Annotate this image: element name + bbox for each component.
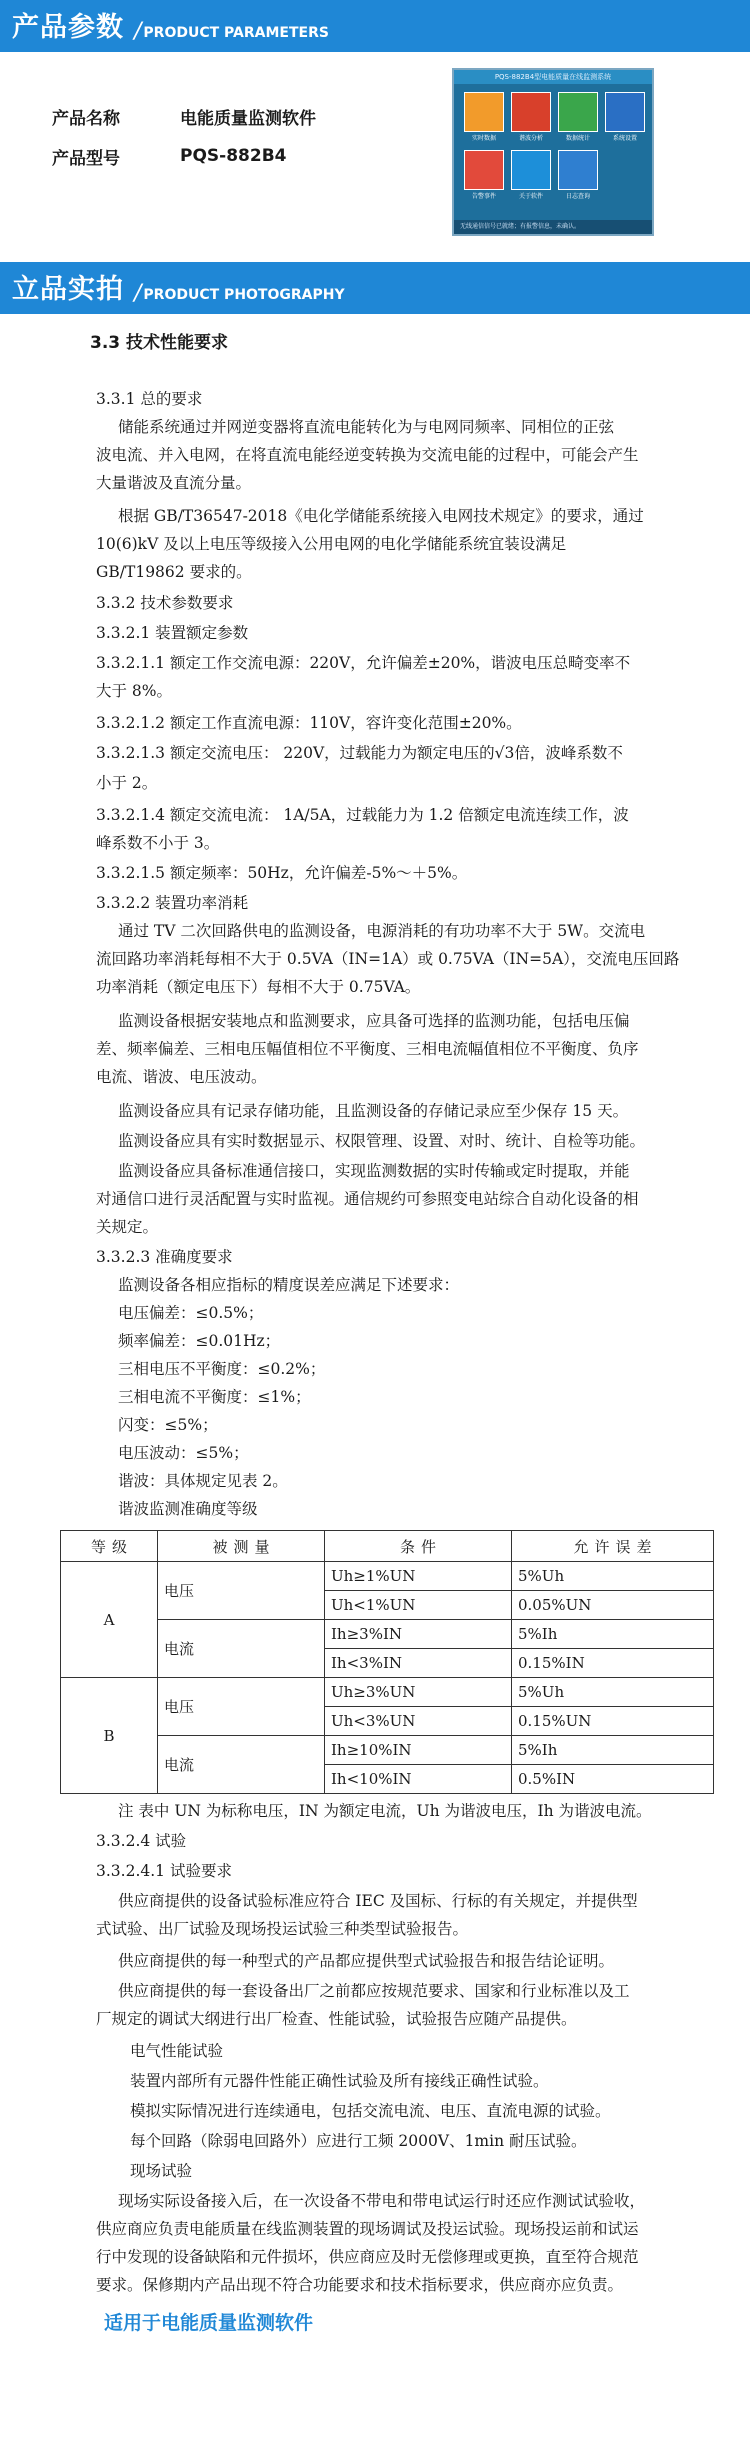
paragraph-line: 式试验、出厂试验及现场投运试验三种类型试验报告。 (96, 1920, 469, 1938)
paragraph-line: 波电流、并入电网，在将直流电能经逆变转换为交流电能的过程中，可能会产生 (96, 446, 639, 464)
subsection-heading: 3.3.2.3 准确度要求 (96, 1248, 233, 1266)
paragraph-line: 差、频率偏差、三相电压幅值相位不平衡度、三相电流幅值相位不平衡度、负序 (96, 1040, 639, 1058)
footer-title: 适用于电能质量监测软件 (104, 2312, 314, 2334)
measured-voltage: 电压 (158, 1678, 325, 1736)
grade-b: B (61, 1678, 158, 1794)
accuracy-item: 电压偏差：≤0.5%； (118, 1304, 264, 1322)
table-header-row (61, 1531, 714, 1562)
paragraph-line: 关规定。 (96, 1218, 159, 1236)
accuracy-item: 三相电压不平衡度：≤0.2%； (118, 1360, 326, 1378)
header-measured: 被测量 (158, 1531, 325, 1562)
header-tolerance: 允许误差 (512, 1531, 714, 1562)
accuracy-item: 电压波动：≤5%； (118, 1444, 249, 1462)
paragraph-line: 流回路功率消耗每相不大于 0.5VA（IN=1A）或 0.75VA（IN=5A），交流电压回路 (96, 950, 680, 968)
tile-statistics (558, 92, 598, 132)
paragraph-line: 供应商应负责电能质量在线监测装置的现场调试及投运试验。现场投运前和试运 (96, 2220, 639, 2238)
params-banner (0, 0, 750, 52)
photo-banner-title: 立品实拍 (12, 274, 124, 305)
condition-cell: Ih<10%IN (325, 1765, 512, 1794)
section-heading: 3.3 技术性能要求 (90, 333, 229, 353)
subsection-heading: 现场试验 (130, 2162, 193, 2180)
tolerance-cell: 0.05%UN (512, 1591, 714, 1620)
tile-about (511, 150, 551, 190)
tile-settings (605, 92, 645, 132)
paragraph-line: 大于 8%。 (96, 682, 173, 700)
header-grade: 等级 (61, 1531, 158, 1562)
harmonic-accuracy-table (60, 1530, 714, 1794)
paragraph-line: 3.3.2.1.5 额定频率：50Hz，允许偏差-5%～＋5%。 (96, 864, 468, 882)
tolerance-cell: 5%Uh (512, 1562, 714, 1591)
photo-banner-subtitle: PRODUCT PHOTOGRAPHY (143, 287, 345, 303)
accuracy-item: 三相电流不平衡度：≤1%； (118, 1388, 311, 1406)
screenshot-status: 无线通信信号已就绪；有报警信息，未确认。 (454, 220, 652, 234)
photo-banner (0, 262, 750, 314)
tile-alarm (464, 150, 504, 190)
table-row (61, 1736, 714, 1765)
paragraph-line: 现场实际设备接入后，在一次设备不带电和带电试运行时还应作测试试验收， (118, 2192, 646, 2210)
name-value: 电能质量监测软件 (180, 108, 316, 129)
params-banner-title: 产品参数 (12, 12, 124, 43)
condition-cell: Uh<3%UN (325, 1707, 512, 1736)
condition-cell: Uh≥1%UN (325, 1562, 512, 1591)
table-row (61, 1562, 714, 1591)
tolerance-cell: 5%Ih (512, 1736, 714, 1765)
table-caption: 谐波监测准确度等级 (118, 1500, 258, 1518)
paragraph-line: 装置内部所有元器件性能正确性试验及所有接线正确性试验。 (130, 2072, 549, 2090)
header-condition: 条件 (325, 1531, 512, 1562)
paragraph-line: 峰系数不小于 3。 (96, 834, 220, 852)
paragraph-line: 10(6)kV 及以上电压等级接入公用电网的电化学储能系统宜装设满足 (96, 535, 567, 553)
paragraph-line: 监测设备根据安装地点和监测要求，应具备可选择的监测功能，包括电压偏 (118, 1012, 630, 1030)
paragraph-line: 通过 TV 二次回路供电的监测设备，电源消耗的有功功率不大于 5W。交流电 (118, 922, 646, 940)
paragraph-line: 大量谐波及直流分量。 (96, 474, 252, 492)
condition-cell: Uh<1%UN (325, 1591, 512, 1620)
subsection-heading: 3.3.2.4 试验 (96, 1832, 187, 1850)
paragraph-line: 监测设备应具有记录存储功能，且监测设备的存储记录应至少保存 15 天。 (118, 1102, 629, 1120)
paragraph-line: 3.3.2.1.2 额定工作直流电源：110V，容许变化范围±20%。 (96, 714, 522, 732)
tile-label-realtime: 实时数据 (471, 135, 496, 142)
product-params (52, 96, 316, 176)
accuracy-item: 谐波：具体规定见表 2。 (118, 1472, 288, 1490)
table-row (61, 1620, 714, 1649)
tile-label-statistics: 数据统计 (565, 135, 590, 142)
paragraph-line: 监测设备各相应指标的精度误差应满足下述要求： (118, 1276, 460, 1294)
condition-cell: Ih<3%IN (325, 1649, 512, 1678)
paragraph-line: 行中发现的设备缺陷和元件损坏，供应商应及时无偿修理或更换，直至符合规范 (96, 2248, 639, 2266)
condition-cell: Ih≥3%IN (325, 1620, 512, 1649)
paragraph-line: 模拟实际情况进行连续通电，包括交流电流、电压、直流电源的试验。 (130, 2102, 611, 2120)
banner-slash: / (134, 19, 142, 44)
params-banner-subtitle: PRODUCT PARAMETERS (143, 25, 329, 41)
paragraph-line: 监测设备应具有实时数据显示、权限管理、设置、对时、统计、自检等功能。 (118, 1132, 646, 1150)
subsection-heading: 3.3.2 技术参数要求 (96, 594, 234, 612)
table-row (61, 1678, 714, 1707)
tolerance-cell: 5%Ih (512, 1620, 714, 1649)
software-screenshot (452, 68, 654, 236)
paragraph-line: 3.3.2.1.1 额定工作交流电源：220V，允许偏差±20%，谐波电压总畸变率不 (96, 654, 631, 672)
paragraph-line: 厂规定的调试大纲进行出厂检查、性能试验，试验报告应随产品提供。 (96, 2010, 577, 2028)
paragraph-line: 功率消耗（额定电压下）每相不大于 0.75VA。 (96, 978, 421, 996)
subsection-heading: 3.3.2.1 装置额定参数 (96, 624, 249, 642)
paragraph-line: 每个回路（除弱电回路外）应进行工频 2000V、1min 耐压试验。 (130, 2132, 587, 2150)
tile-log (558, 150, 598, 190)
condition-cell: Uh≥3%UN (325, 1678, 512, 1707)
subsection-heading: 3.3.2.2 装置功率消耗 (96, 894, 249, 912)
tile-label-settings: 系统设置 (612, 135, 637, 142)
paragraph-line: 储能系统通过并网逆变器将直流电能转化为与电网同频率、同相位的正弦 (118, 418, 615, 436)
paragraph-line: 要求。保修期内产品出现不符合功能要求和技术指标要求，供应商亦应负责。 (96, 2276, 624, 2294)
tolerance-cell: 0.15%UN (512, 1707, 714, 1736)
tolerance-cell: 0.5%IN (512, 1765, 714, 1794)
tile-label-about: 关于软件 (518, 193, 543, 200)
banner-slash: / (134, 281, 142, 306)
paragraph-line: GB/T19862 要求的。 (96, 563, 252, 581)
accuracy-item: 频率偏差：≤0.01Hz； (118, 1332, 281, 1350)
paragraph-line: 供应商提供的每一套设备出厂之前都应按规范要求、国家和行业标准以及工 (118, 1982, 630, 2000)
table-note: 注 表中 UN 为标称电压，IN 为额定电流，Uh 为谐波电压，Ih 为谐波电流。 (118, 1802, 652, 1820)
name-label: 产品名称 (52, 108, 120, 129)
measured-current: 电流 (158, 1620, 325, 1678)
accuracy-item: 闪变：≤5%； (118, 1416, 218, 1434)
condition-cell: Ih≥10%IN (325, 1736, 512, 1765)
tolerance-cell: 5%Uh (512, 1678, 714, 1707)
model-value: PQS-882B4 (180, 146, 287, 166)
tile-label-alarm: 告警事件 (471, 193, 496, 200)
measured-voltage: 电压 (158, 1562, 325, 1620)
paragraph-line: 电流、谐波、电压波动。 (96, 1068, 267, 1086)
tile-label-log: 日志查询 (565, 193, 590, 200)
measured-current: 电流 (158, 1736, 325, 1794)
tolerance-cell: 0.15%IN (512, 1649, 714, 1678)
model-label: 产品型号 (52, 148, 120, 169)
paragraph-line: 3.3.2.1.3 额定交流电压： 220V，过载能力为额定电压的√3倍，波峰系数不 (96, 744, 623, 762)
subsection-heading: 电气性能试验 (130, 2042, 224, 2060)
paragraph-line: 监测设备应具备标准通信接口，实现监测数据的实时传输或定时提取，并能 (118, 1162, 630, 1180)
paragraph-line: 根据 GB/T36547-2018《电化学储能系统接入电网技术规定》的要求，通过 (118, 507, 644, 525)
subsection-heading: 3.3.2.4.1 试验要求 (96, 1862, 232, 1880)
paragraph-line: 供应商提供的设备试验标准应符合 IEC 及国标、行标的有关规定，并提供型 (118, 1892, 638, 1910)
tile-realtime (464, 92, 504, 132)
paragraph-line: 对通信口进行灵活配置与实时监视。通信规约可参照变电站综合自动化设备的相 (96, 1190, 639, 1208)
subsection-heading: 3.3.1 总的要求 (96, 390, 203, 408)
screenshot-title: PQS-882B4型电能质量在线监测系统 (454, 70, 652, 84)
paragraph-line: 小于 2。 (96, 774, 158, 792)
paragraph-line: 3.3.2.1.4 额定交流电流： 1A/5A，过载能力为 1.2 倍额定电流连续工作，波 (96, 806, 629, 824)
paragraph-line: 供应商提供的每一种型式的产品都应提供型式试验报告和报告结论证明。 (118, 1952, 615, 1970)
tile-label-harmonic: 谐波分析 (518, 135, 543, 142)
grade-a: A (61, 1562, 158, 1678)
tile-harmonic (511, 92, 551, 132)
